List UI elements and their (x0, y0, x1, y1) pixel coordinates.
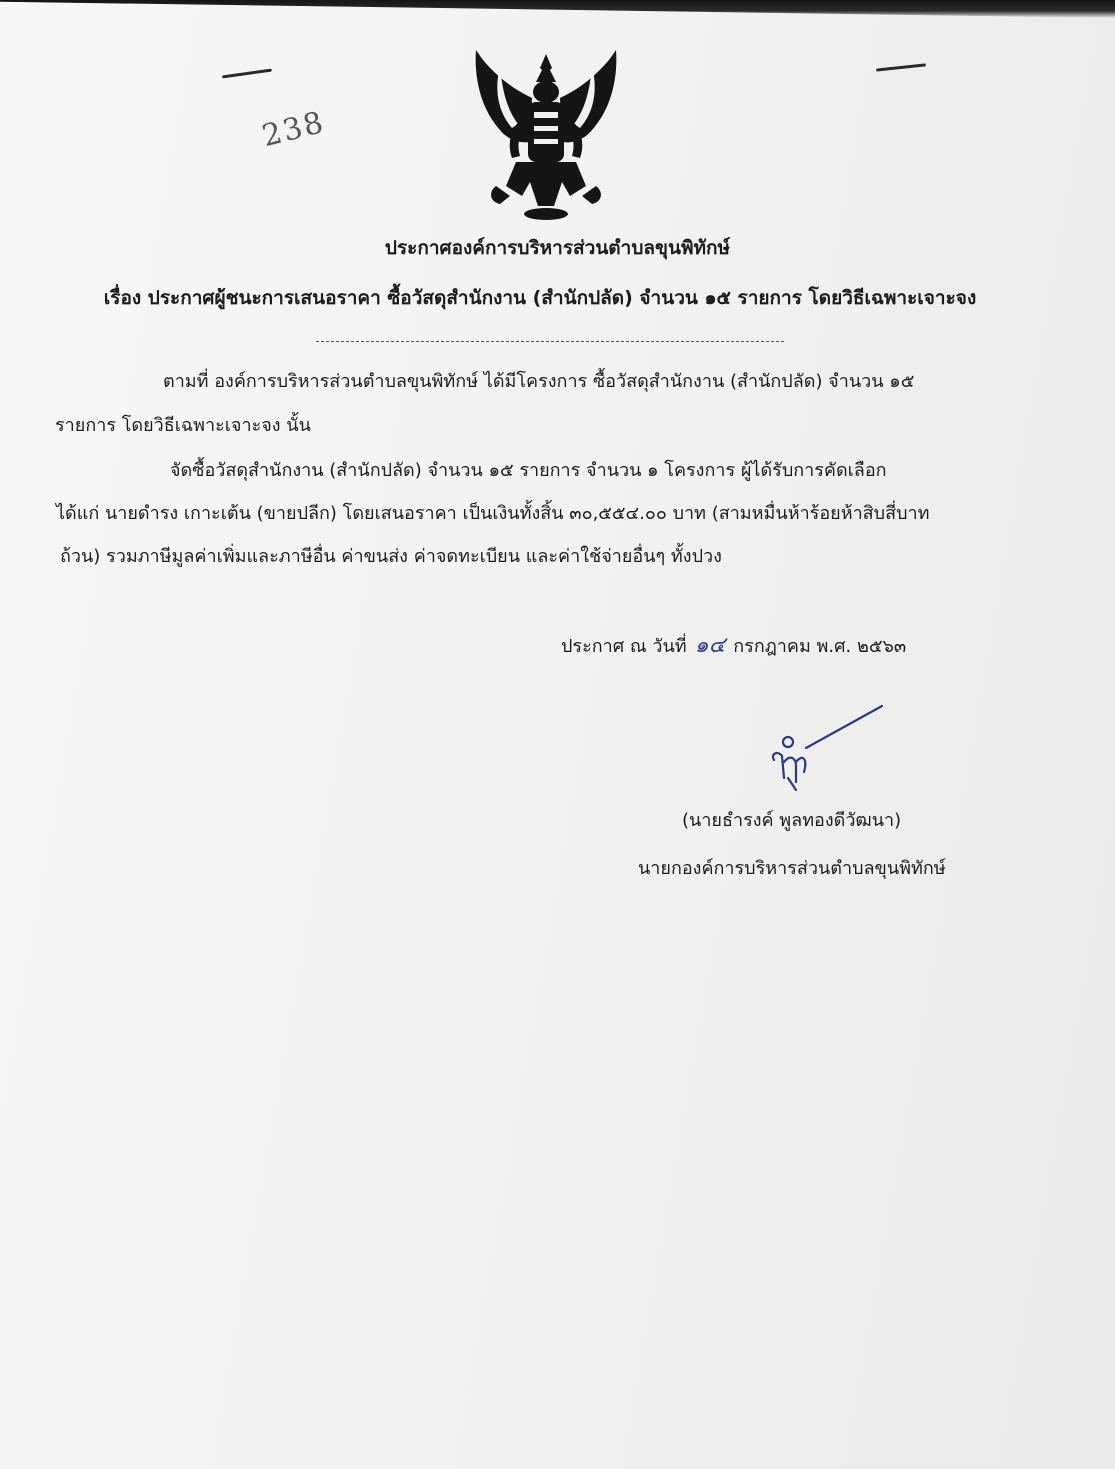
handwritten-number: 238 (258, 104, 329, 155)
announcement-date (561, 627, 906, 662)
signatory-position: นายกองค์การบริหารส่วนตำบลขุนพิทักษ์ (638, 858, 946, 879)
body-paragraph-2-line-2: ได้แก่ นายดำรง เกาะเต้น (ขายปลีก) โดยเสนอราคา เป็นเงินทั้งสิ้น ๓๐,๕๕๔.๐๐ บาท (สามหมื่นห้าร้อยห้าสิบสี่บาท (56, 503, 930, 524)
body-paragraph-1-line-2: รายการ โดยวิธีเฉพาะเจาะจง นั้น (55, 415, 311, 436)
announcement-subject: เรื่อง ประกาศผู้ชนะการเสนอราคา ซื้อวัสดุสำนักงาน (สำนักปลัด) จำนวน ๑๕ รายการ โดยวิธีเฉพาะเจาะจง (103, 287, 977, 309)
margin-mark-right (876, 63, 926, 71)
signature-icon (766, 700, 896, 810)
garuda-emblem-icon (466, 46, 626, 222)
body-paragraph-2-line-1: จัดซื้อวัสดุสำนักงาน (สำนักปลัด) จำนวน ๑๕ รายการ จำนวน ๑ โครงการ ผู้ได้รับการคัดเลือก (170, 460, 887, 481)
announcement-title: ประกาศองค์การบริหารส่วนตำบลขุนพิทักษ์ (384, 237, 731, 259)
scan-top-edge (0, 0, 1115, 18)
signatory-name: (นายธำรงค์ พูลทองดีวัฒนา) (682, 810, 902, 831)
date-month-year: กรกฎาคม พ.ศ. ๒๕๖๓ (733, 636, 907, 657)
body-paragraph-2-line-3: ถ้วน) รวมภาษีมูลค่าเพิ่มและภาษีอื่น ค่าขนส่ง ค่าจดทะเบียน และค่าใช้จ่ายอื่นๆ ทั้งปวง (60, 546, 722, 567)
heading-divider (316, 341, 784, 342)
date-day-handwritten: ๑๔ (694, 633, 726, 658)
margin-mark-left (222, 69, 272, 79)
body-paragraph-1-line-1: ตามที่ องค์การบริหารส่วนตำบลขุนพิทักษ์ ได้มีโครงการ ซื้อวัสดุสำนักงาน (สำนักปลัด) จำนวน ๑๕ (163, 371, 915, 392)
date-prefix: ประกาศ ณ วันที่ (561, 636, 687, 657)
